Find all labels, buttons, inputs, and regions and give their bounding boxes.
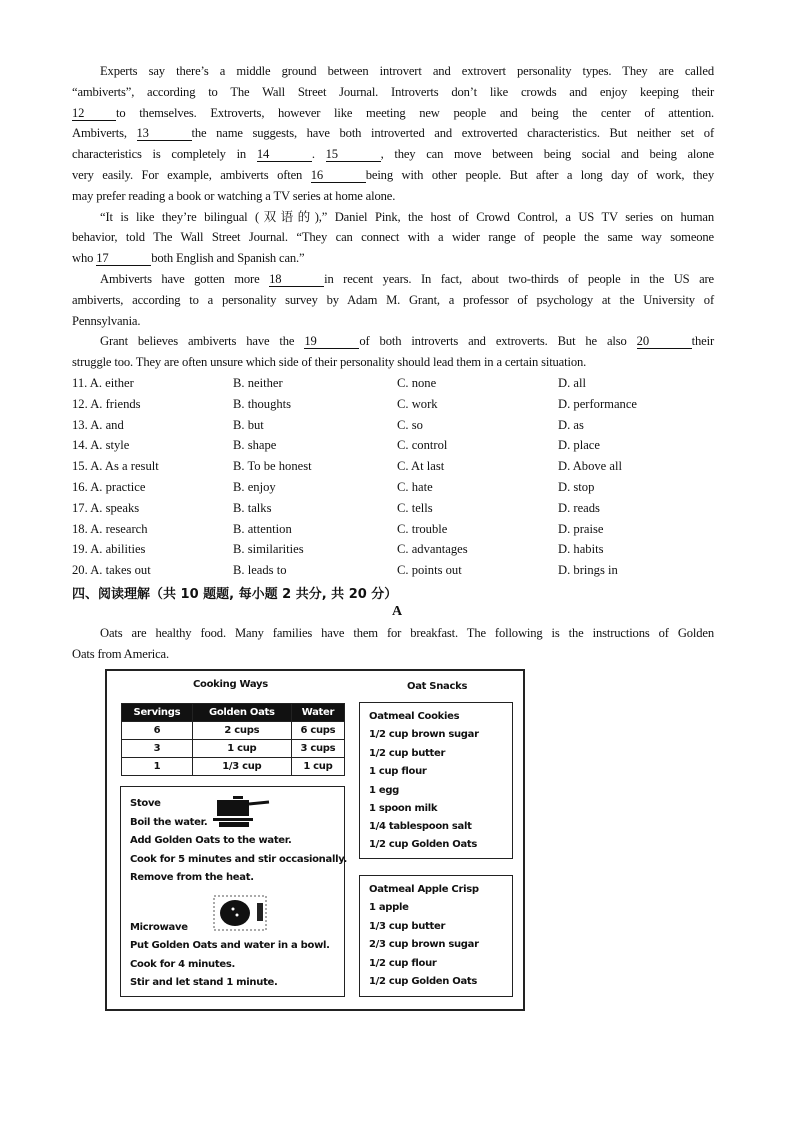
text-segment: Ambiverts have gotten more (100, 272, 270, 286)
recipe-title: Oatmeal Apple Crisp (369, 884, 479, 895)
ingredient: 1 egg (369, 785, 400, 796)
blank-20: 20 (637, 335, 692, 349)
text-segment: Ambiverts, (72, 126, 137, 141)
blank-19: 19 (304, 335, 359, 349)
option-12-D: D. performance (558, 396, 638, 411)
ingredient: 1/3 cup butter (369, 921, 446, 932)
ingredient: 1/4 tablespoon salt (369, 821, 472, 832)
text-segment: behavior, told The Wall Street Journal. “They can connect with a wider range of people the same way someone (72, 230, 714, 245)
option-20-B: B. leads to (233, 563, 287, 578)
text-segment: in recent years. In fact, about two-thirds of people in the US are (324, 272, 714, 286)
option-14-B: B. shape (233, 438, 277, 453)
text-line (72, 313, 714, 329)
text-segment: the name suggests, have both introverted and extroverted characteristics. But neither set of (191, 126, 714, 141)
oatmeal-apple-crisp-box (359, 875, 513, 997)
blank-15: 15 (326, 148, 381, 162)
stove-step: Boil the water. (130, 817, 208, 828)
table-cell: 6 cups (291, 722, 344, 740)
option-15-D: D. Above all (558, 459, 623, 474)
text-segment: may prefer reading a book or watching a TV series at home alone. (72, 188, 396, 203)
ingredient: 2/3 cup brown sugar (369, 939, 479, 950)
text-segment: Oats from America. (72, 646, 169, 661)
stove-step: Remove from the heat. (130, 872, 254, 883)
blank-16: 16 (311, 169, 366, 183)
table-cell: 1/3 cup (192, 758, 291, 776)
stove-step: Cook for 5 minutes and stir occasionally. (130, 854, 347, 865)
text-line (100, 625, 714, 641)
option-16-D: D. stop (558, 480, 595, 494)
option-16-C: C. hate (397, 480, 433, 494)
table-cell: 1 cup (192, 740, 291, 758)
option-19-B: B. similarities (233, 542, 304, 557)
text-segment: struggle too. They are often unsure which side of their personality should lead them in a certain situation. (72, 355, 587, 370)
option-18-B: B. attention (233, 521, 292, 536)
text-segment: “It is like they’re bilingual (双语的),” Daniel Pink, the host of Crowd Control, a US TV series on human (100, 209, 714, 224)
option-17-D: D. reads (558, 500, 600, 515)
option-18-C: C. trouble (397, 521, 448, 536)
ingredient: 1 cup flour (369, 766, 427, 777)
option-13-D: D. as (558, 417, 584, 432)
option-16-B: B. enjoy (233, 480, 276, 494)
text-line (72, 250, 714, 266)
text-segment: “ambiverts”, according to The Wall Street Journal. Introverts don’t like crowds and enjoy keeping their (72, 84, 714, 99)
text-line (72, 84, 714, 100)
option-14-D: D. place (558, 438, 600, 453)
text-line (72, 167, 714, 183)
ingredient: 1/2 cup Golden Oats (369, 976, 478, 987)
option-12-A: 12. A. friends (72, 396, 141, 411)
text-line (72, 229, 714, 245)
table-header: Servings (122, 704, 193, 722)
text-line (72, 646, 714, 662)
option-15-A: 15. A. As a result (72, 459, 159, 474)
blank-12: 12 (72, 107, 116, 121)
table-cell: 1 cup (291, 758, 344, 776)
option-20-D: D. brings in (558, 563, 618, 578)
option-13-C: C. so (397, 417, 423, 432)
option-11-D: D. all (558, 376, 586, 390)
option-16-A: 16. A. practice (72, 480, 146, 494)
ingredient: 1/2 cup Golden Oats (369, 839, 478, 850)
option-12-B: B. thoughts (233, 396, 292, 411)
text-segment: characteristics is completely in (72, 147, 257, 162)
option-11-A: 11. A. either (72, 376, 134, 390)
recipe-title: Oatmeal Cookies (369, 711, 460, 722)
option-20-C: C. points out (397, 563, 462, 578)
text-segment: of both introverts and extroverts. But he also (359, 334, 637, 349)
table-cell: 1 (122, 758, 193, 776)
text-segment: their (691, 334, 715, 349)
text-segment: who (72, 251, 97, 266)
microwave-step: Stir and let stand 1 minute. (130, 977, 278, 988)
option-20-A: 20. A. takes out (72, 563, 151, 578)
blank-13: 13 (137, 127, 192, 141)
ingredient: 1/2 cup brown sugar (369, 729, 479, 740)
cooking-ways-title: Cooking Ways (193, 679, 268, 690)
option-18-D: D. praise (558, 521, 604, 536)
text-segment: ambiverts, according to a personality survey by Adam M. Grant, a professor of psychology at the University of (72, 292, 714, 307)
option-18-A: 18. A. research (72, 521, 148, 536)
blank-14: 14 (257, 148, 312, 162)
table-header: Water (291, 704, 344, 722)
microwave-step: Cook for 4 minutes. (130, 959, 235, 970)
microwave-title: Microwave (130, 922, 188, 933)
option-11-C: C. none (397, 376, 437, 390)
blank-18: 18 (269, 273, 324, 287)
option-17-B: B. talks (233, 500, 272, 515)
text-line (72, 292, 714, 308)
text-line (72, 354, 714, 370)
blank-17: 17 (96, 252, 151, 266)
servings-table (121, 703, 345, 776)
table-row (122, 722, 345, 740)
table-cell: 2 cups (192, 722, 291, 740)
option-15-B: B. To be honest (233, 459, 312, 474)
text-line (100, 209, 714, 225)
ingredient: 1 apple (369, 902, 409, 913)
text-line (72, 146, 714, 162)
text-segment: . (311, 147, 326, 162)
text-segment: to themselves. Extroverts, however like meeting new people and being the center of attention. (116, 105, 714, 120)
section-heading: 四、阅读理解（共 10 题题, 每小题 2 共分, 共 20 分） (72, 587, 398, 602)
microwave-step: Put Golden Oats and water in a bowl. (130, 940, 330, 951)
microwave-icon (213, 895, 267, 931)
stove-pot-icon (213, 796, 271, 832)
table-header: Golden Oats (192, 704, 291, 722)
text-line (100, 63, 714, 79)
golden-oats-figure (105, 669, 525, 1011)
table-cell: 6 (122, 722, 193, 740)
option-14-C: C. control (397, 438, 448, 453)
option-11-B: B. neither (233, 376, 283, 390)
oatmeal-cookies-box (359, 702, 513, 859)
option-19-C: C. advantages (397, 542, 468, 557)
text-segment: Grant believes ambiverts have the (100, 334, 305, 349)
text-segment: Pennsylvania. (72, 313, 141, 328)
oat-snacks-title: Oat Snacks (407, 681, 468, 692)
option-14-A: 14. A. style (72, 438, 130, 453)
text-line (72, 105, 714, 121)
text-line (100, 271, 714, 287)
part-label: A (391, 604, 403, 619)
text-line (100, 333, 714, 349)
stove-title: Stove (130, 798, 161, 809)
option-19-D: D. habits (558, 542, 604, 557)
text-segment: being with other people. But after a long day of work, they (365, 168, 715, 182)
option-12-C: C. work (397, 396, 438, 411)
option-13-A: 13. A. and (72, 417, 124, 432)
table-cell: 3 (122, 740, 193, 758)
text-segment: Experts say there’s a middle ground between introvert and extrovert personality types. They are called (100, 64, 714, 78)
option-13-B: B. but (233, 417, 264, 432)
option-17-A: 17. A. speaks (72, 500, 140, 515)
ingredient: 1 spoon milk (369, 803, 438, 814)
option-15-C: C. At last (397, 459, 445, 474)
stove-step: Add Golden Oats to the water. (130, 835, 292, 846)
text-segment: Oats are healthy food. Many families have them for breakfast. The following is the instructions of Golden (100, 626, 714, 640)
text-segment: both English and Spanish can.” (151, 251, 305, 266)
option-17-C: C. tells (397, 500, 433, 515)
text-segment: very easily. For example, ambiverts often (72, 168, 311, 182)
table-row (122, 740, 345, 758)
ingredient: 1/2 cup butter (369, 748, 446, 759)
text-line (72, 188, 714, 204)
table-row (122, 758, 345, 776)
table-cell: 3 cups (291, 740, 344, 758)
ingredient: 1/2 cup flour (369, 958, 437, 969)
text-line (72, 125, 714, 141)
option-19-A: 19. A. abilities (72, 542, 146, 557)
text-segment: , they can move between being social and being alone (380, 147, 714, 162)
instructions-box (120, 786, 345, 997)
